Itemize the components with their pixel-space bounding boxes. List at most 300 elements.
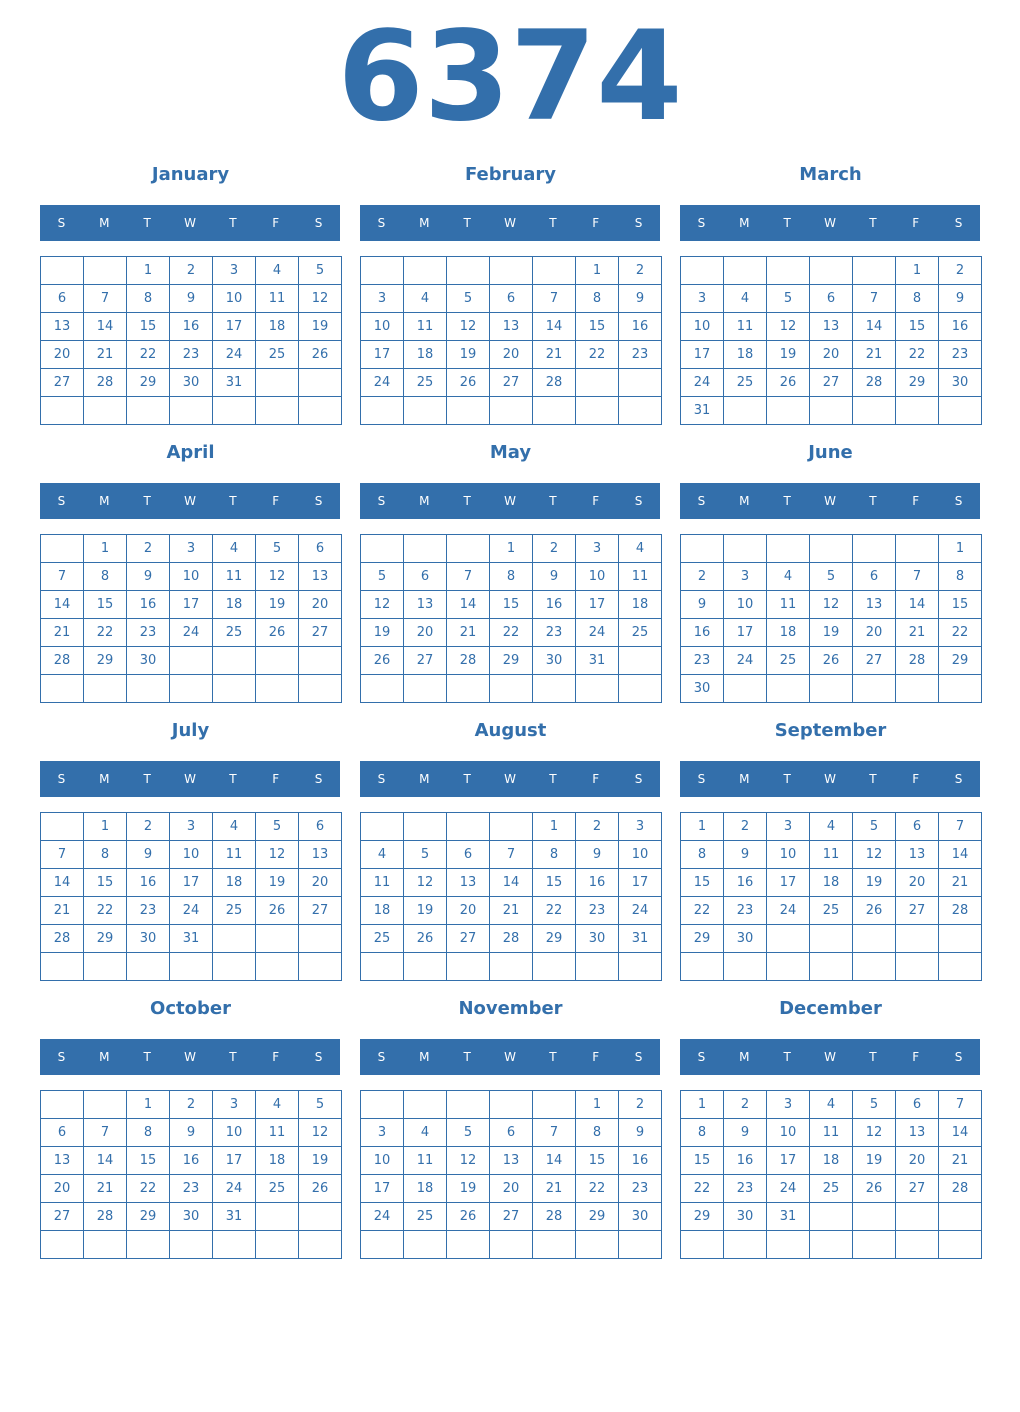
day-cell: 31 [576,647,619,675]
day-cell: 29 [127,369,170,397]
day-cell: 13 [41,313,84,341]
day-cell: 13 [896,841,939,869]
weekday-label: S [314,1050,323,1064]
day-cell: 6 [490,1119,533,1147]
day-cell: 7 [896,563,939,591]
empty-day-cell [299,925,342,953]
weekday-label: S [314,216,323,230]
empty-day-cell [619,953,662,981]
day-cell: 31 [213,1203,256,1231]
day-cell: 5 [299,257,342,285]
empty-day-cell [853,535,896,563]
weekday-label: T [783,494,791,508]
day-cell: 26 [447,1203,490,1231]
day-cell: 20 [404,619,447,647]
day-cell: 21 [84,1175,127,1203]
empty-day-cell [939,1203,982,1231]
empty-day-cell [681,1231,724,1259]
day-cell: 23 [127,897,170,925]
day-cell: 29 [576,1203,619,1231]
day-cell: 5 [447,285,490,313]
weekday-label: F [912,1050,920,1064]
day-cell: 17 [213,1147,256,1175]
empty-day-cell [767,257,810,285]
day-cell: 3 [724,563,767,591]
weekday-label: M [419,1050,430,1064]
empty-day-cell [404,397,447,425]
empty-day-cell [41,535,84,563]
weekday-label: F [592,1050,600,1064]
day-cell: 30 [170,369,213,397]
day-cell: 16 [170,313,213,341]
day-cell: 8 [84,841,127,869]
day-cell: 4 [619,535,662,563]
day-cell: 1 [896,257,939,285]
day-cell: 4 [213,813,256,841]
day-cell: 18 [404,1175,447,1203]
day-cell: 11 [724,313,767,341]
day-cell: 2 [127,535,170,563]
empty-day-cell [299,369,342,397]
day-cell: 13 [896,1119,939,1147]
day-cell: 9 [724,841,767,869]
day-cell: 14 [447,591,490,619]
empty-day-cell [404,953,447,981]
empty-day-cell [619,397,662,425]
day-cell: 8 [127,1119,170,1147]
year-title: 6374 [337,5,683,149]
day-grid [680,812,982,981]
weekday-label: T [143,772,151,786]
empty-day-cell [213,397,256,425]
day-cell: 7 [41,563,84,591]
day-cell: 4 [256,1091,299,1119]
day-cell: 19 [810,619,853,647]
day-cell: 17 [170,869,213,897]
day-cell: 30 [576,925,619,953]
day-cell: 28 [853,369,896,397]
empty-day-cell [896,1203,939,1231]
weekday-label: W [504,216,516,230]
day-cell: 8 [681,1119,724,1147]
day-cell: 14 [939,841,982,869]
weekday-label: S [57,1050,66,1064]
empty-day-cell [170,1231,213,1259]
empty-day-cell [361,953,404,981]
weekday-label: T [143,216,151,230]
empty-day-cell [256,1231,299,1259]
empty-day-cell [404,1091,447,1119]
empty-day-cell [490,1091,533,1119]
day-cell: 12 [361,591,404,619]
day-cell: 22 [127,341,170,369]
empty-day-cell [41,675,84,703]
day-cell: 6 [490,285,533,313]
day-cell: 15 [576,313,619,341]
empty-day-cell [361,1091,404,1119]
day-cell: 6 [896,1091,939,1119]
day-cell: 6 [447,841,490,869]
empty-day-cell [724,953,767,981]
day-cell: 19 [853,1147,896,1175]
day-cell: 19 [256,591,299,619]
day-cell: 27 [299,619,342,647]
day-cell: 25 [404,369,447,397]
empty-day-cell [767,953,810,981]
day-cell: 7 [939,1091,982,1119]
empty-day-cell [84,1091,127,1119]
day-cell: 15 [127,313,170,341]
weekday-label: T [783,772,791,786]
empty-day-cell [681,257,724,285]
day-cell: 3 [213,257,256,285]
day-cell: 29 [681,1203,724,1231]
empty-day-cell [681,953,724,981]
weekday-label: S [57,772,66,786]
day-cell: 29 [490,647,533,675]
empty-day-cell [853,397,896,425]
weekday-label: S [634,494,643,508]
day-cell: 29 [939,647,982,675]
empty-day-cell [810,397,853,425]
weekday-label: M [739,1050,750,1064]
empty-day-cell [853,675,896,703]
day-cell: 3 [681,285,724,313]
day-cell: 8 [127,285,170,313]
day-cell: 11 [619,563,662,591]
day-cell: 29 [533,925,576,953]
day-cell: 7 [533,285,576,313]
empty-day-cell [127,1231,170,1259]
empty-day-cell [767,535,810,563]
weekday-label: S [697,772,706,786]
day-cell: 3 [213,1091,256,1119]
day-cell: 30 [170,1203,213,1231]
day-cell: 4 [404,1119,447,1147]
day-cell: 3 [361,285,404,313]
day-cell: 5 [256,813,299,841]
day-cell: 24 [767,897,810,925]
month-name: August [474,720,547,741]
day-cell: 20 [299,591,342,619]
weekday-label: S [314,772,323,786]
empty-day-cell [361,675,404,703]
day-cell: 11 [213,563,256,591]
empty-day-cell [810,675,853,703]
day-cell: 9 [619,1119,662,1147]
empty-day-cell [256,1203,299,1231]
empty-day-cell [447,535,490,563]
day-cell: 7 [490,841,533,869]
empty-day-cell [361,257,404,285]
empty-day-cell [170,953,213,981]
empty-day-cell [810,1231,853,1259]
empty-day-cell [84,257,127,285]
day-cell: 7 [41,841,84,869]
day-cell: 27 [41,1203,84,1231]
day-cell: 11 [213,841,256,869]
day-cell: 27 [404,647,447,675]
weekday-label: T [869,216,877,230]
weekday-label: M [739,494,750,508]
day-cell: 1 [576,1091,619,1119]
day-cell: 21 [41,897,84,925]
empty-day-cell [84,953,127,981]
weekday-header [360,761,660,797]
day-cell: 5 [447,1119,490,1147]
day-cell: 23 [619,1175,662,1203]
day-cell: 19 [447,341,490,369]
day-cell: 6 [404,563,447,591]
empty-day-cell [724,397,767,425]
day-cell: 23 [939,341,982,369]
day-grid [680,1090,982,1259]
day-cell: 20 [41,1175,84,1203]
day-cell: 18 [619,591,662,619]
day-cell: 24 [724,647,767,675]
empty-day-cell [127,675,170,703]
day-cell: 17 [724,619,767,647]
day-cell: 26 [299,1175,342,1203]
day-cell: 13 [447,869,490,897]
weekday-label: S [954,216,963,230]
weekday-header [680,483,980,519]
day-cell: 29 [84,925,127,953]
weekday-label: M [99,1050,110,1064]
day-cell: 8 [533,841,576,869]
weekday-label: M [99,772,110,786]
empty-day-cell [939,1231,982,1259]
day-cell: 19 [404,897,447,925]
day-cell: 23 [619,341,662,369]
empty-day-cell [939,925,982,953]
weekday-label: T [143,494,151,508]
weekday-label: W [504,1050,516,1064]
empty-day-cell [170,647,213,675]
day-cell: 17 [619,869,662,897]
day-cell: 6 [896,813,939,841]
day-cell: 25 [724,369,767,397]
day-cell: 26 [404,925,447,953]
empty-day-cell [810,953,853,981]
empty-day-cell [939,675,982,703]
day-cell: 27 [490,1203,533,1231]
day-cell: 20 [490,1175,533,1203]
weekday-header [680,1039,980,1075]
day-cell: 17 [170,591,213,619]
day-cell: 23 [170,1175,213,1203]
day-cell: 18 [724,341,767,369]
day-cell: 26 [853,1175,896,1203]
day-cell: 26 [256,897,299,925]
day-cell: 22 [533,897,576,925]
weekday-label: F [272,772,280,786]
day-cell: 23 [533,619,576,647]
day-cell: 8 [84,563,127,591]
weekday-label: W [184,772,196,786]
weekday-header [680,761,980,797]
weekday-label: W [824,494,836,508]
day-cell: 19 [361,619,404,647]
day-cell: 8 [939,563,982,591]
weekday-label: S [314,494,323,508]
day-cell: 5 [256,535,299,563]
day-cell: 14 [533,313,576,341]
day-cell: 21 [490,897,533,925]
weekday-label: F [592,772,600,786]
day-cell: 21 [41,619,84,647]
day-cell: 9 [170,1119,213,1147]
empty-day-cell [724,257,767,285]
day-cell: 17 [681,341,724,369]
empty-day-cell [490,397,533,425]
day-cell: 26 [361,647,404,675]
weekday-label: S [697,216,706,230]
day-cell: 14 [939,1119,982,1147]
day-grid [40,256,342,425]
weekday-label: F [592,216,600,230]
day-cell: 14 [41,869,84,897]
day-cell: 16 [681,619,724,647]
weekday-label: T [869,494,877,508]
empty-day-cell [361,813,404,841]
day-cell: 18 [810,869,853,897]
day-cell: 15 [84,869,127,897]
day-cell: 11 [256,285,299,313]
empty-day-cell [810,925,853,953]
empty-day-cell [490,953,533,981]
day-cell: 14 [533,1147,576,1175]
day-cell: 4 [724,285,767,313]
weekday-label: S [377,1050,386,1064]
day-cell: 4 [810,813,853,841]
day-cell: 19 [299,1147,342,1175]
day-cell: 28 [41,925,84,953]
empty-day-cell [533,1091,576,1119]
day-cell: 20 [896,869,939,897]
empty-day-cell [533,397,576,425]
day-cell: 6 [41,285,84,313]
empty-day-cell [810,535,853,563]
day-cell: 2 [619,257,662,285]
day-cell: 12 [810,591,853,619]
day-cell: 5 [361,563,404,591]
empty-day-cell [939,953,982,981]
day-cell: 30 [619,1203,662,1231]
empty-day-cell [576,675,619,703]
day-cell: 14 [490,869,533,897]
empty-day-cell [256,675,299,703]
day-cell: 6 [810,285,853,313]
day-cell: 12 [447,1147,490,1175]
day-cell: 19 [447,1175,490,1203]
empty-day-cell [576,397,619,425]
day-cell: 18 [404,341,447,369]
day-cell: 13 [810,313,853,341]
day-cell: 12 [853,1119,896,1147]
weekday-label: S [377,494,386,508]
weekday-label: T [869,1050,877,1064]
weekday-label: F [912,494,920,508]
empty-day-cell [810,1203,853,1231]
day-cell: 24 [361,369,404,397]
day-cell: 13 [490,1147,533,1175]
weekday-label: F [912,772,920,786]
day-cell: 24 [361,1203,404,1231]
day-cell: 3 [170,535,213,563]
empty-day-cell [299,1231,342,1259]
month-name: September [774,720,887,741]
empty-day-cell [404,257,447,285]
day-cell: 31 [767,1203,810,1231]
weekday-label: W [824,216,836,230]
day-cell: 25 [256,341,299,369]
empty-day-cell [41,953,84,981]
empty-day-cell [533,675,576,703]
day-cell: 8 [576,285,619,313]
empty-day-cell [447,953,490,981]
day-cell: 21 [896,619,939,647]
day-cell: 5 [810,563,853,591]
empty-day-cell [896,1231,939,1259]
day-cell: 12 [767,313,810,341]
weekday-label: T [463,494,471,508]
day-cell: 5 [853,1091,896,1119]
empty-day-cell [767,675,810,703]
empty-day-cell [810,257,853,285]
weekday-label: M [739,216,750,230]
day-cell: 2 [533,535,576,563]
weekday-label: T [229,216,237,230]
day-cell: 24 [767,1175,810,1203]
day-cell: 9 [170,285,213,313]
weekday-label: M [419,772,430,786]
day-cell: 30 [724,1203,767,1231]
day-cell: 2 [170,257,213,285]
day-grid [360,256,662,425]
weekday-label: T [549,216,557,230]
day-cell: 11 [404,1147,447,1175]
weekday-label: W [184,494,196,508]
weekday-label: T [549,772,557,786]
day-cell: 29 [84,647,127,675]
day-cell: 2 [619,1091,662,1119]
day-cell: 10 [724,591,767,619]
day-cell: 2 [724,1091,767,1119]
day-cell: 1 [576,257,619,285]
empty-day-cell [853,257,896,285]
day-cell: 22 [896,341,939,369]
day-cell: 28 [41,647,84,675]
weekday-header [360,483,660,519]
empty-day-cell [724,535,767,563]
weekday-label: F [272,216,280,230]
empty-day-cell [619,369,662,397]
day-cell: 28 [533,1203,576,1231]
day-cell: 5 [853,813,896,841]
day-cell: 9 [939,285,982,313]
day-cell: 22 [84,619,127,647]
day-cell: 25 [619,619,662,647]
weekday-label: T [463,216,471,230]
weekday-label: T [229,1050,237,1064]
day-cell: 25 [810,1175,853,1203]
empty-day-cell [170,397,213,425]
day-cell: 4 [213,535,256,563]
weekday-label: W [504,494,516,508]
day-cell: 14 [84,313,127,341]
day-cell: 25 [256,1175,299,1203]
